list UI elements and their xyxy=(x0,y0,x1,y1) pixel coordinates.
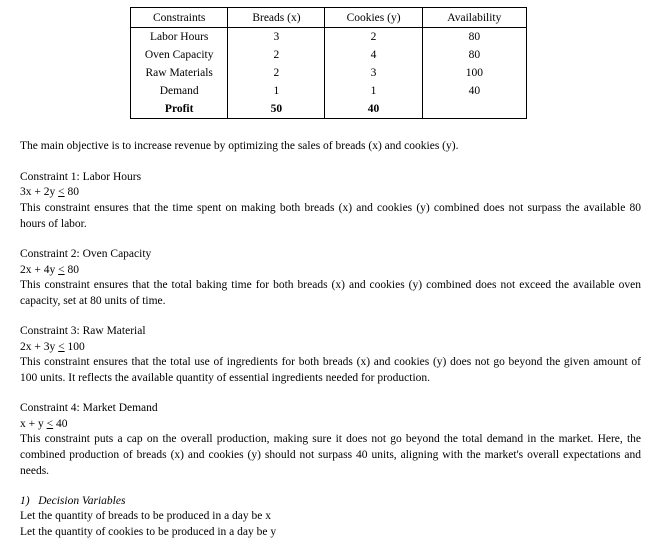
constraints-table xyxy=(130,7,527,119)
table-row xyxy=(131,46,527,64)
table-cell: 3 xyxy=(325,64,422,82)
less-equal-symbol: < xyxy=(58,264,65,276)
less-equal-symbol: < xyxy=(46,418,54,430)
table-cell: Oven Capacity xyxy=(131,46,228,64)
decision-number: 1) xyxy=(20,495,30,507)
table-cell: 80 xyxy=(422,28,526,47)
header-cell: Availability xyxy=(422,8,526,28)
constraint-2-equation: 2x + 4y < 80 xyxy=(20,264,79,276)
constraint-1-title: Constraint 1: Labor Hours xyxy=(20,171,142,183)
table-cell: 80 xyxy=(422,46,526,64)
table-cell: 2 xyxy=(228,64,325,82)
constraint-4-equation: x + y < 40 xyxy=(20,418,68,430)
constraint-2-title: Constraint 2: Oven Capacity xyxy=(20,248,152,260)
constraint-1-equation: 3x + 2y < 80 xyxy=(20,186,79,198)
less-equal-symbol: < xyxy=(58,341,65,353)
header-cell: Constraints xyxy=(131,8,228,28)
profit-cell xyxy=(422,100,526,119)
decision-heading xyxy=(20,493,641,509)
header-cell: Breads (x) xyxy=(228,8,325,28)
profit-cell: 40 xyxy=(325,100,422,119)
constraint-3-title: Constraint 3: Raw Material xyxy=(20,325,146,337)
table-cell: Labor Hours xyxy=(131,28,228,47)
table-header-row xyxy=(131,8,527,28)
profit-row xyxy=(131,100,527,119)
table-cell: 4 xyxy=(325,46,422,64)
table-cell: 40 xyxy=(422,82,526,100)
profit-label: Profit xyxy=(131,100,228,119)
decision-line-1: Let the quantity of breads to be produced in a day be x xyxy=(20,510,272,522)
constraint-3-description: This constraint ensures that the total use of ingredients for both breads (x) and cookies (y) does not go beyond the given amount of 100 units. It reflects the available quantity of essential ingredients needed for production. xyxy=(20,356,641,384)
decision-title: Decision Variables xyxy=(38,495,126,507)
table-cell: 1 xyxy=(325,82,422,100)
table-cell: 3 xyxy=(228,28,325,47)
constraint-4-title: Constraint 4: Market Demand xyxy=(20,402,158,414)
profit-cell: 50 xyxy=(228,100,325,119)
table-cell: 2 xyxy=(325,28,422,47)
decision-line-2: Let the quantity of cookies to be produced in a day be y xyxy=(20,526,277,538)
table-cell: 100 xyxy=(422,64,526,82)
table-cell: 1 xyxy=(228,82,325,100)
table-row xyxy=(131,82,527,100)
constraint-4-description: This constraint puts a cap on the overall production, making sure it does not go beyond the total demand in the market. Here, the combined production of breads (x) and cookies (y) should not surpass 40 units, aligning with the market's overall expectations and needs. xyxy=(20,433,641,477)
constraint-3-equation: 2x + 3y < 100 xyxy=(20,341,85,353)
header-cell: Cookies (y) xyxy=(325,8,422,28)
objective-text: The main objective is to increase revenue by optimizing the sales of breads (x) and cookies (y). xyxy=(20,140,459,152)
constraint-2-description: This constraint ensures that the total baking time for both breads (x) and cookies (y) combined does not exceed the available oven capacity, set at 80 units of time. xyxy=(20,279,641,307)
table-row xyxy=(131,64,527,82)
table-cell: Raw Materials xyxy=(131,64,228,82)
constraint-1-description: This constraint ensures that the time spent on making both breads (x) and cookies (y) combined does not surpass the available 80 hours of labor. xyxy=(20,202,641,230)
table-row xyxy=(131,28,527,47)
less-equal-symbol: < xyxy=(58,186,65,198)
table-cell: 2 xyxy=(228,46,325,64)
table-cell: Demand xyxy=(131,82,228,100)
